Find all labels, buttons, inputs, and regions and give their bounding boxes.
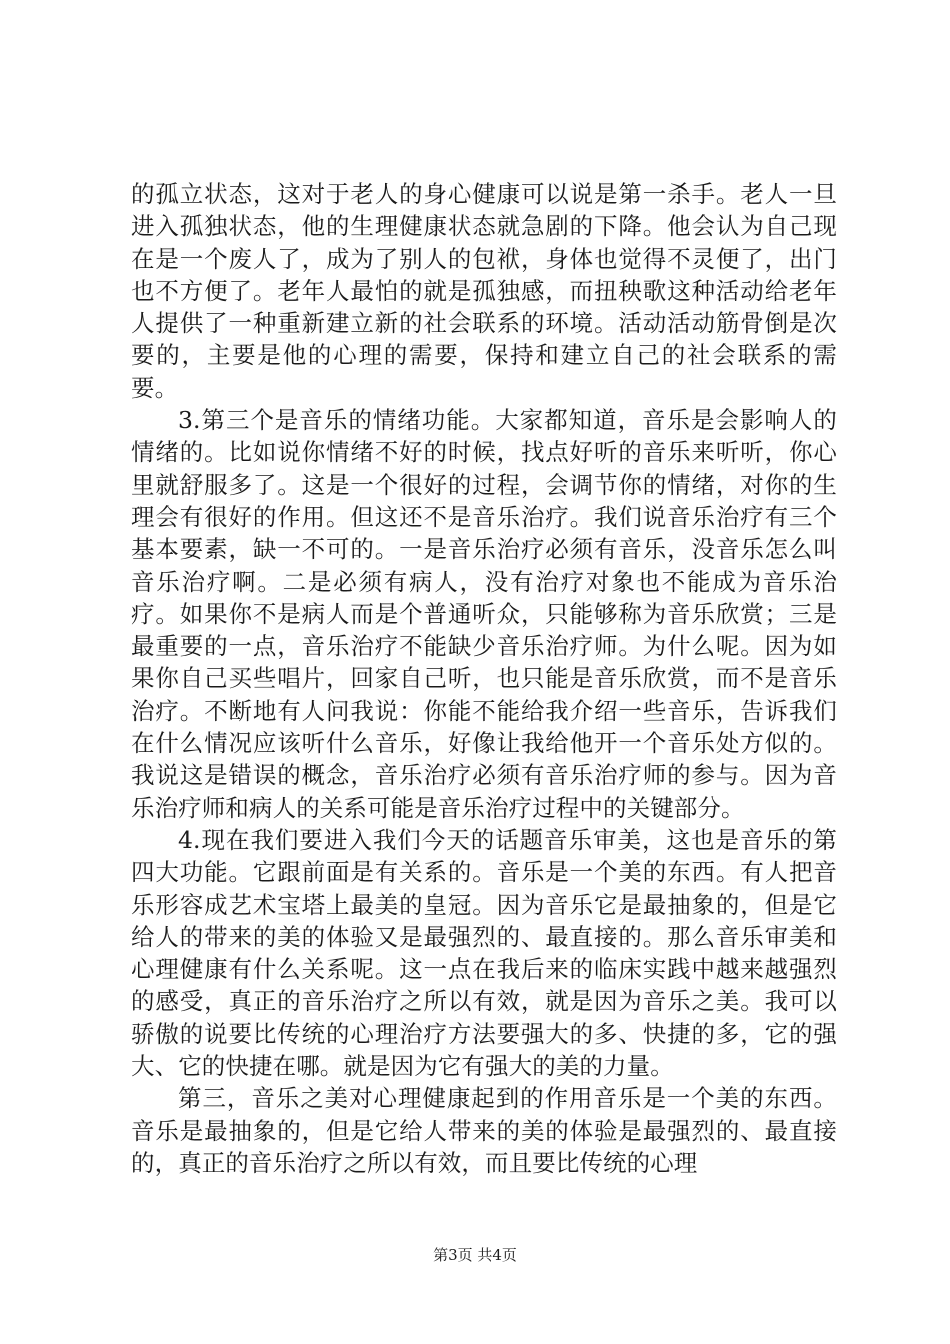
paragraph-music-aesthetics: 4.现在我们要进入我们今天的话题音乐审美，这也是音乐的第四大功能。它跟前面是有关系的。音乐是一个美的东西。有人把音乐形容成艺术宝塔上最美的皇冠。因为音乐它是最抽象的，但是它给人的带来的美的体验又是最强烈的、最直接的。那么音乐审美和心理健康有什么关系呢。这一点在我后来的临床实践中越来越强烈的感受，真正的音乐治疗之所以有效，就是因为音乐之美。我可以骄傲的说要比传统的心理治疗方法要强大的多、快捷的多，它的强大、它的快捷在哪。就是因为它有强大的美的力量。 — [131, 825, 837, 1081]
page-number-footer: 第3页 共4页 — [433, 1246, 517, 1264]
paragraph-isolation: 的孤立状态，这对于老人的身心健康可以说是第一杀手。老人一旦进入孤独状态，他的生理健康状态就急剧的下降。他会认为自己现在是一个废人了，成为了别人的包袱，身体也觉得不灵便了，出门也不方便了。老年人最怕的就是孤独感，而扭秧歌这种活动给老年人提供了一种重新建立新的社会联系的环境。活动活动筋骨倒是次要的，主要是他的心理的需要，保持和建立自己的社会联系的需要。 — [131, 180, 837, 402]
paragraph-emotion-function: 3.第三个是音乐的情绪功能。大家都知道，音乐是会影响人的情绪的。比如说你情绪不好的时候，找点好听的音乐来听听，你心里就舒服多了。这是一个很好的过程，会调节你的情绪，对你的生理会有很好的作用。但这还不是音乐治疗。我们说音乐治疗有三个基本要素，缺一不可的。一是音乐治疗必须有音乐，没音乐怎么叫音乐治疗啊。二是必须有病人，没有治疗对象也不能成为音乐治疗。如果你不是病人而是个普通听众，只能够称为音乐欣赏；三是最重要的一点，音乐治疗不能缺少音乐治疗师。为什么呢。因为如果你自己买些唱片，回家自己听，也只能是音乐欣赏，而不是音乐治疗。不断地有人问我说：你能不能给我介绍一些音乐，告诉我们在什么情况应该听什么音乐，好像让我给他开一个音乐处方似的。我说这是错误的概念，音乐治疗必须有音乐治疗师的参与。因为音乐治疗师和病人的关系可能是音乐治疗过程中的关键部分。 — [131, 406, 837, 822]
document-body — [131, 178, 837, 1179]
paragraph-beauty-effect: 第三，音乐之美对心理健康起到的作用音乐是一个美的东西。音乐是最抽象的，但是它给人带来的美的体验是最强烈的、最直接的，真正的音乐治疗之所以有效，而且要比传统的心理 — [131, 1084, 837, 1177]
